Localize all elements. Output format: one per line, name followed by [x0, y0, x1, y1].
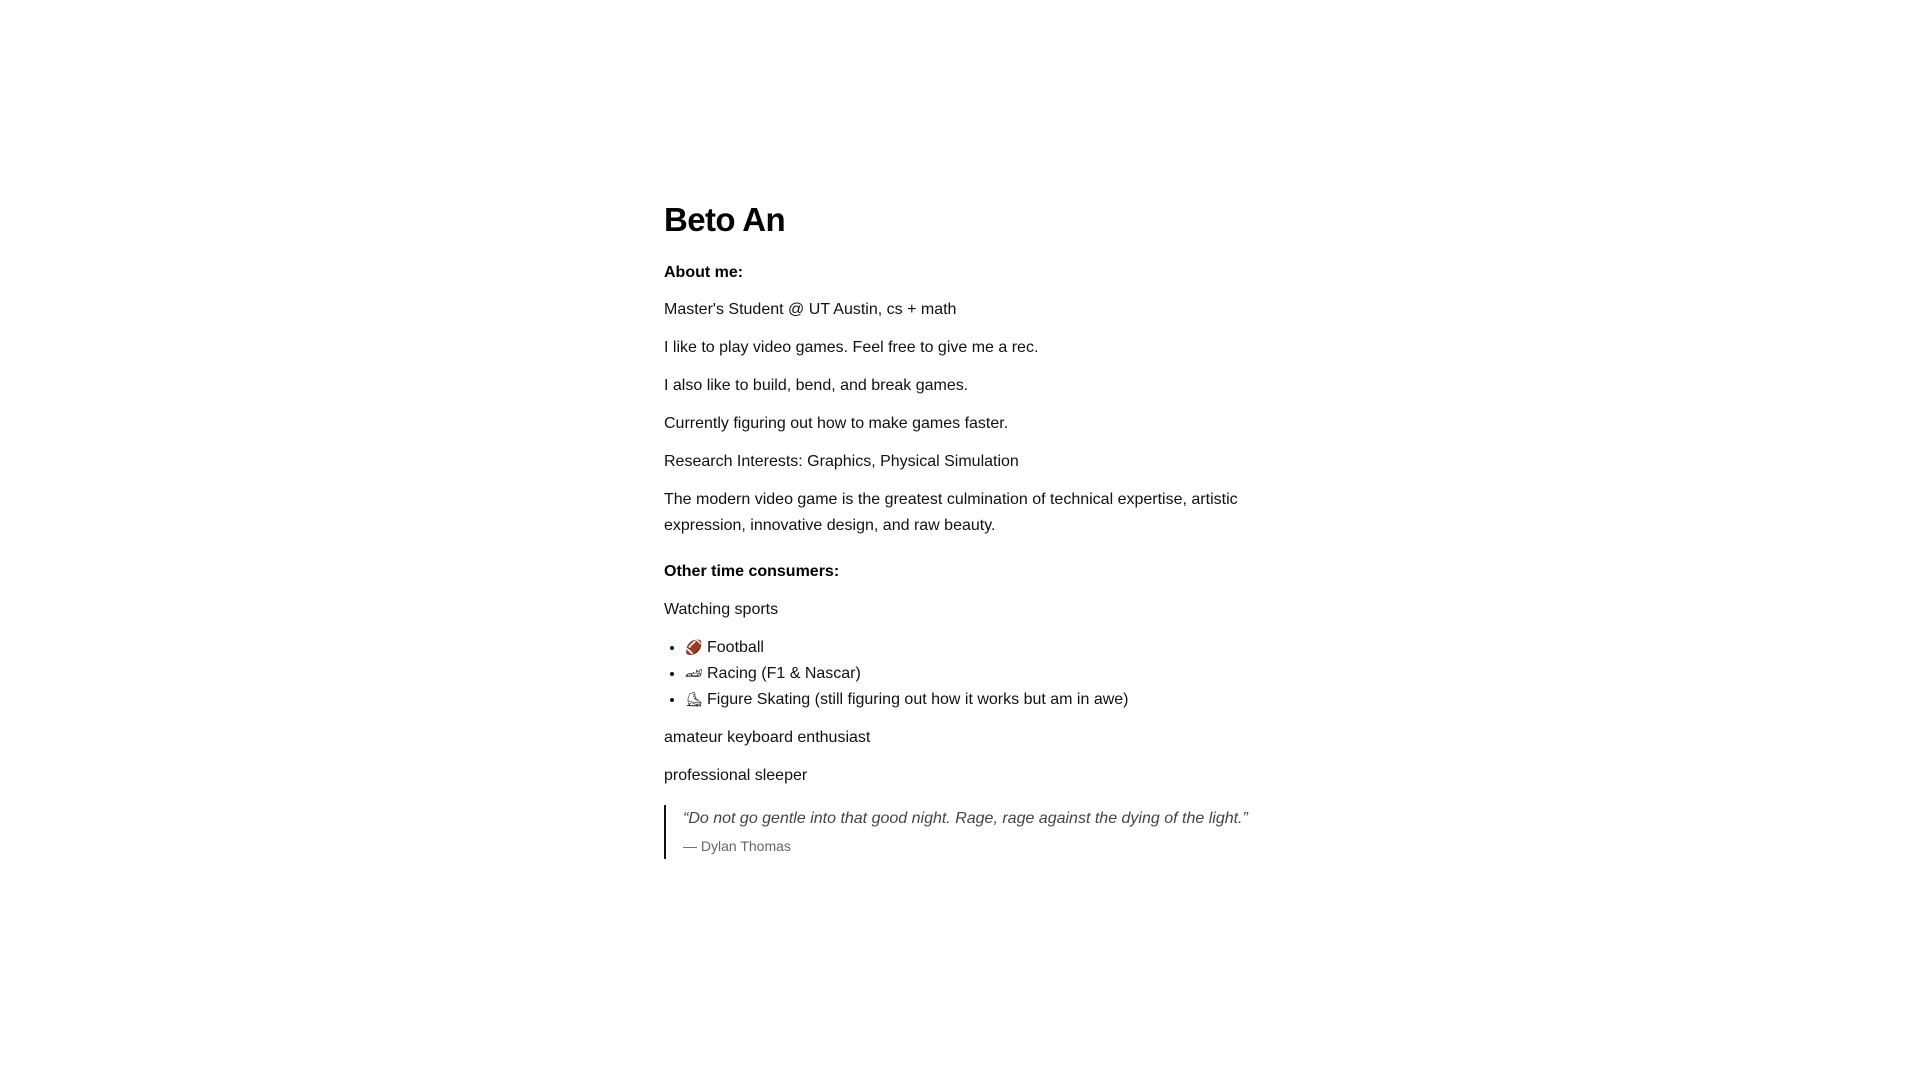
quote-text: “Do not go gentle into that good night. Rage, rage against the dying of the light.”: [683, 810, 1248, 827]
about-line-education: Master's Student @ UT Austin, cs + math: [664, 301, 957, 318]
sport-label: Football: [707, 639, 764, 656]
quote-author: — Dylan Thomas: [683, 838, 791, 854]
about-line-video-games: I like to play video games. Feel free to give me a rec.: [664, 339, 1039, 356]
ice-skate-icon: ⛸: [685, 692, 703, 708]
other-heading: Other time consumers:: [664, 563, 840, 580]
sport-item-football: [685, 635, 1284, 661]
sport-label: Figure Skating (still figuring out how it works but am in awe): [707, 691, 1129, 708]
keyboard-enthusiast-line: amateur keyboard enthusiast: [664, 729, 871, 746]
sports-list: [664, 635, 1284, 713]
professional-sleeper-line: professional sleeper: [664, 767, 808, 784]
football-icon: 🏈: [685, 640, 703, 656]
about-line-research-interests: Research Interests: Graphics, Physical Simulation: [664, 453, 1019, 470]
about-line-philosophy: The modern video game is the greatest culmination of technical expertise, artistic expression, innovative design, and raw beauty.: [664, 491, 1238, 534]
watching-sports-label: Watching sports: [664, 601, 779, 618]
sport-item-figure-skating: [685, 687, 1284, 713]
sport-label: Racing (F1 & Nascar): [707, 665, 861, 682]
sport-item-racing: [685, 661, 1284, 687]
quote-block: [664, 805, 1284, 859]
profile-page: [664, 196, 1284, 859]
page-title: Beto An: [664, 201, 786, 238]
about-line-current-work: Currently figuring out how to make games faster.: [664, 415, 1009, 432]
about-heading: About me:: [664, 264, 744, 281]
about-line-build-games: I also like to build, bend, and break games.: [664, 377, 969, 394]
race-car-icon: 🏎: [685, 666, 703, 682]
